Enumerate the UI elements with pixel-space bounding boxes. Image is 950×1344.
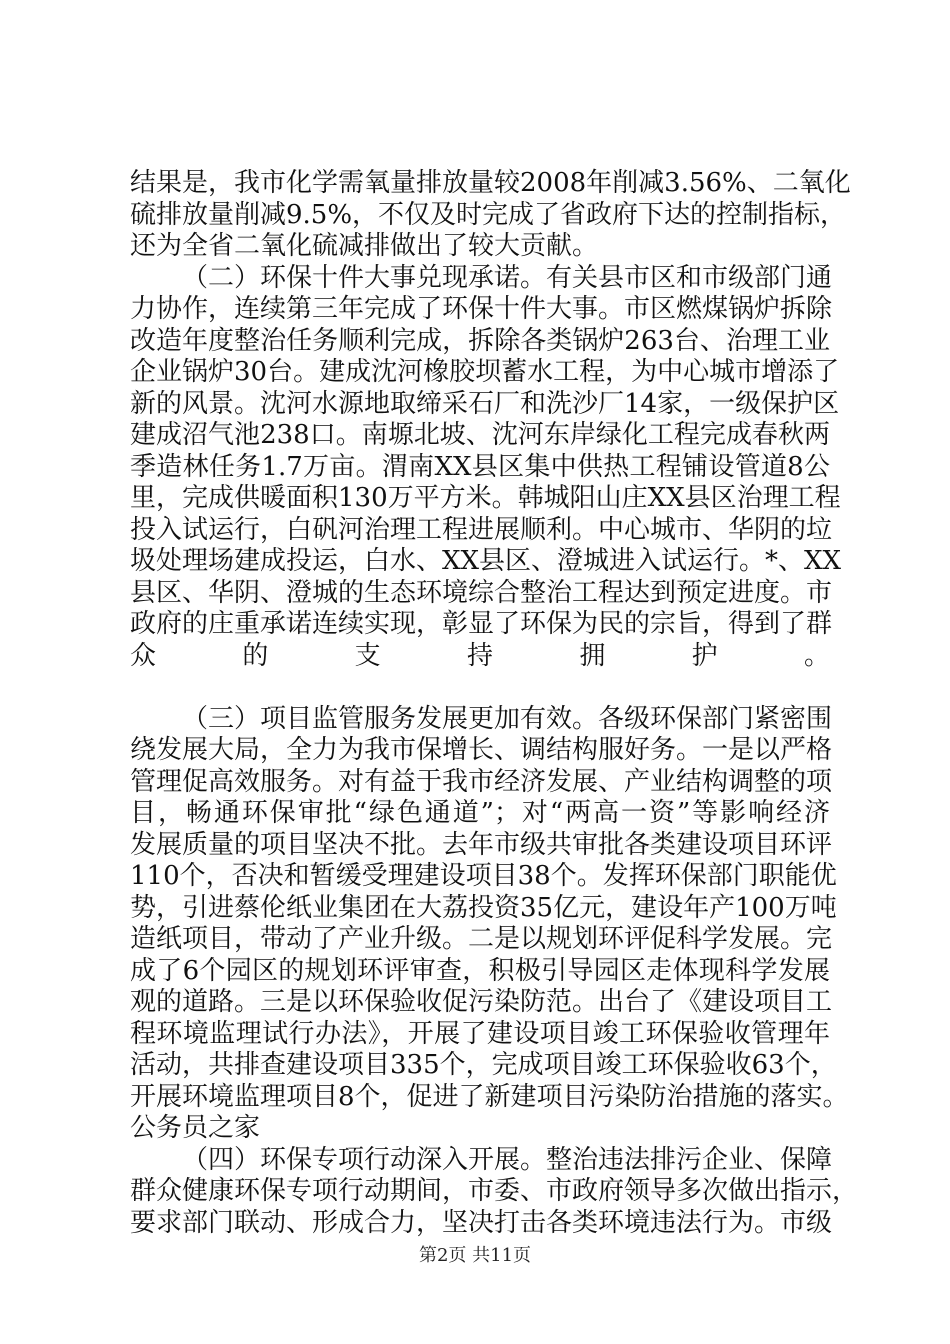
text-line: 建成沼气池238口。南塬北坡、沈河东岸绿化工程完成春秋两: [130, 420, 830, 450]
text-line: 成了6个园区的规划环评审查，积极引导园区走体现科学发展: [130, 955, 830, 986]
text-line: 还为全省二氧化硫减排做出了较大贡献。: [130, 231, 599, 261]
text-line: [130, 672, 830, 704]
text-line: 要求部门联动、形成合力，坚决打击各类环境违法行为。市级: [130, 1207, 833, 1238]
paragraph-heading-line: （四）环保专项行动深入开展。整治违法排污企业、保障: [182, 1144, 833, 1175]
text-line: 造纸项目，带动了产业升级。二是以规划环评促科学发展。完: [130, 924, 833, 954]
text-line: 公务员之家: [130, 1113, 261, 1143]
text-line: 改造年度整治任务顺利完成，拆除各类锅炉263台、治理工业: [130, 325, 830, 356]
text-line: 企业锅炉30台。建成沈河橡胶坝蓄水工程，为中心城市增添了: [130, 357, 840, 387]
text-line: 新的风景。沈河水源地取缔采石厂和洗沙厂14家，一级保护区: [130, 388, 840, 419]
text-line: 县区、华阴、澄城的生态环境综合整治工程达到预定进度。市: [130, 577, 833, 608]
text-line: 硫排放量削减9.5%，不仅及时完成了省政府下达的控制指标，: [130, 199, 847, 230]
text-line: 观的道路。三是以环保验收促污染防范。出台了《建设项目工: [130, 987, 833, 1017]
text-line: 众的支持拥护。: [130, 640, 830, 671]
text-line: 110个，否决和暂缓受理建设项目38个。发挥环保部门职能优: [130, 861, 837, 891]
page-number-footer: 第2页 共11页: [418, 1245, 532, 1266]
paragraph-heading-line: （三）项目监管服务发展更加有效。各级环保部门紧密围: [182, 703, 833, 734]
text-line: 里，完成供暖面积130万平方米。韩城阳山庄XX县区治理工程: [130, 483, 841, 513]
text-line: 投入试运行，白矾河治理工程进展顺利。中心城市、华阴的垃: [130, 514, 833, 545]
text-line: 目，畅通环保审批“绿色通道”；对“两高一资”等影响经济: [130, 798, 830, 828]
text-line: 发展质量的项目坚决不批。去年市级共审批各类建设项目环评: [130, 829, 833, 860]
text-line: 政府的庄重承诺连续实现，彰显了环保为民的宗旨，得到了群: [130, 609, 833, 639]
text-line: 管理促高效服务。对有益于我市经济发展、产业结构调整的项: [130, 766, 833, 797]
text-line: 程环境监理试行办法》，开展了建设项目竣工环保验收管理年: [130, 1018, 830, 1049]
text-line: 季造林任务1.7万亩。渭南XX县区集中供热工程铺设管道8公: [130, 451, 830, 482]
text-line: 开展环境监理项目8个，促进了新建项目污染防治措施的落实。: [130, 1081, 849, 1112]
text-line: 势，引进蔡伦纸业集团在大荔投资35亿元，建设年产100万吨: [130, 892, 837, 923]
text-line: 活动，共排查建设项目335个，完成项目竣工环保验收63个，: [130, 1050, 837, 1080]
text-line: 圾处理场建成投运，白水、XX县区、澄城进入试运行。*、XX: [130, 546, 842, 576]
text-line: 力协作，连续第三年完成了环保十件大事。市区燃煤锅炉拆除: [130, 294, 833, 324]
text-line: 结果是，我市化学需氧量排放量较2008年削减3.56%、二氧化: [130, 168, 851, 198]
document-body: [130, 168, 859, 1239]
paragraph-heading-line: （二）环保十件大事兑现承诺。有关县市区和市级部门通: [182, 262, 833, 293]
text-line: 群众健康环保专项行动期间，市委、市政府领导多次做出指示，: [130, 1176, 859, 1206]
text-line: 绕发展大局，全力为我市保增长、调结构服好务。一是以严格: [130, 735, 833, 765]
